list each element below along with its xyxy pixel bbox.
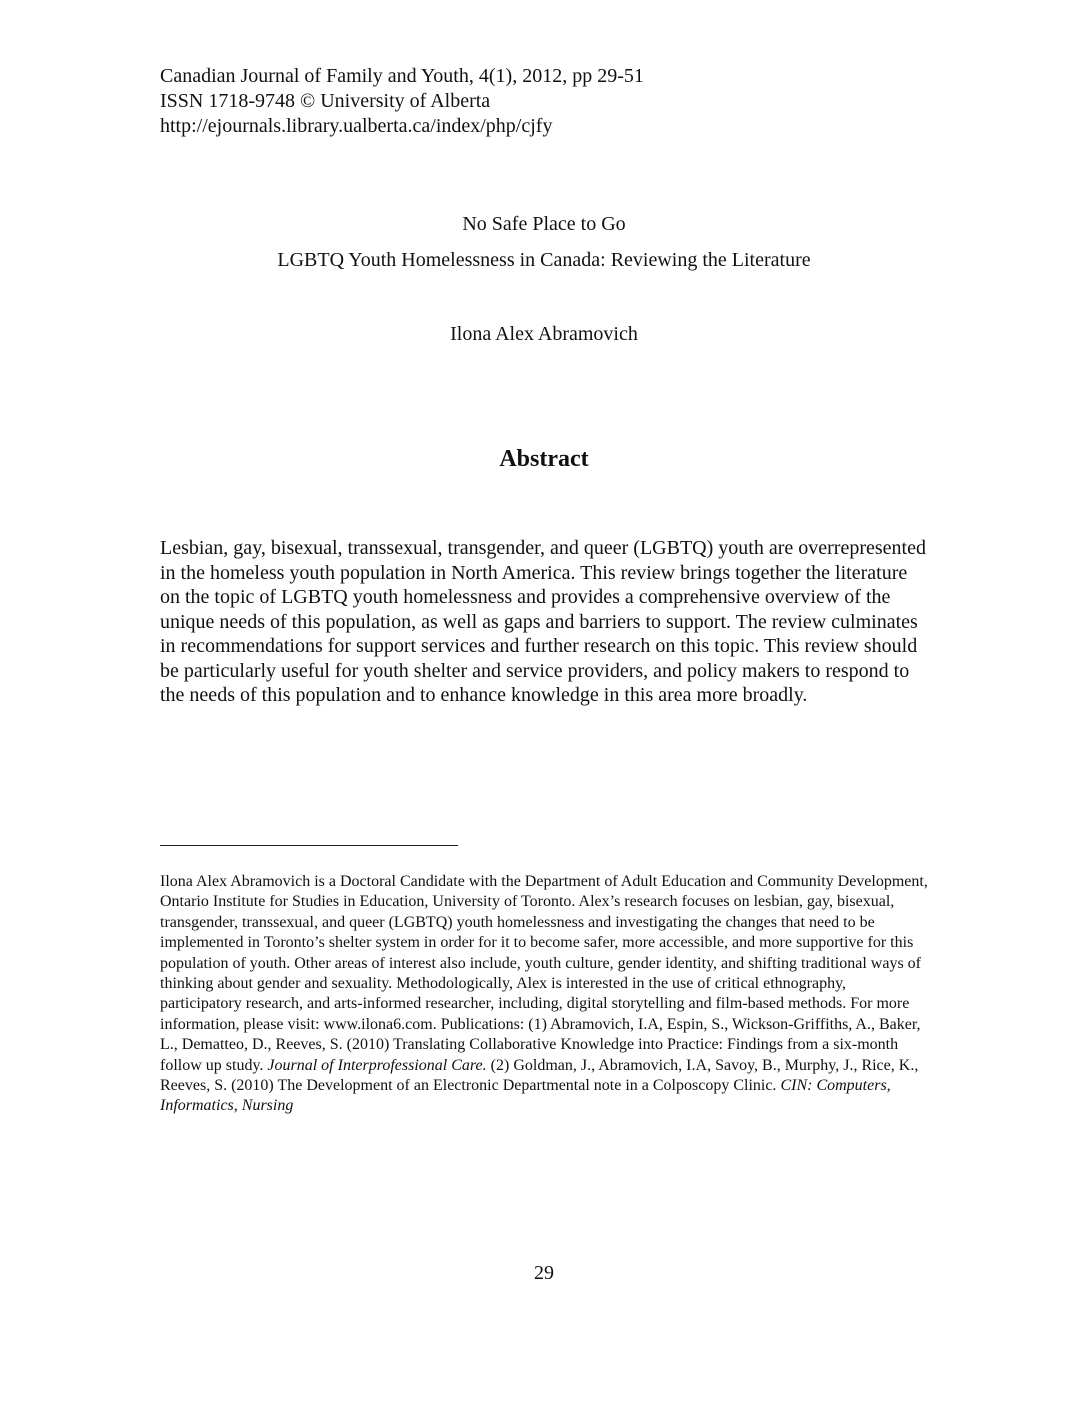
page-number: 29 <box>534 1262 554 1284</box>
abstract-heading: Abstract <box>499 446 589 472</box>
journal-issn: ISSN 1718-9748 © University of Alberta <box>160 90 491 112</box>
journal-header <box>160 64 644 139</box>
author-footnote <box>160 872 928 1117</box>
journal-citation: Canadian Journal of Family and Youth, 4(1), 2012, pp 29-51 <box>160 65 644 87</box>
abstract-text: Lesbian, gay, bisexual, transsexual, transgender, and queer (LGBTQ) youth are overrepresented in the homeless youth population in North America. This review brings together the literature on the topic of LGBTQ youth homelessness and provides a comprehensive overview of the unique needs of this population, as well as gaps and barriers to support. The review culminates in recommendations for support services and further research on this topic. This review should be particularly useful for youth shelter and service providers, and policy makers to respond to the needs of this population and to enhance knowledge in this area more broadly. <box>160 537 926 706</box>
article-title: No Safe Place to Go <box>462 213 626 235</box>
footnote-journal-2: CIN: Computers, Informatics, Nursing <box>160 1077 891 1115</box>
footnote-publication-2: (2) Goldman, J., Abramovich, I.A, Savoy, B., Murphy, J., Rice, K., Reeves, S. (2010) The Development of an Electronic Departmental note in a Colposcopy Clinic. <box>160 1056 919 1095</box>
footnote-divider <box>160 845 458 846</box>
footnote-bio: Ilona Alex Abramovich is a Doctoral Candidate with the Department of Adult Education and Community Development, Ontario Institute for Studies in Education, University of Toronto. Alex’s research focuses on lesbian, gay, bisexual, transgender, transsexual, and queer (LGBTQ) youth homelessness and investigating the changes that need to be implemented in Toronto’s shelter system in order for it to become safer, more accessible, and more supportive for this population of youth. Other areas of interest also include, youth culture, gender identity, and shifting traditional ways of thinking about gender and sexuality. Methodologically, Alex is interested in the use of critical ethnography, participatory research, and arts-informed researcher, including, digital storytelling and film-based methods. For more information, please visit: www.ilona6.com. Publications: (1) Abramovich, I.A, Espin, S., Wickson-Griffiths, A., Baker, L., Dematteo, D., Reeves, S. (2010) Translating Collaborative Knowledge into Practice: Findings from a six-month follow up study. <box>160 873 928 1074</box>
footnote-journal-1: Journal of Interprofessional Care. <box>267 1056 487 1074</box>
journal-url: http://ejournals.library.ualberta.ca/index/php/cjfy <box>160 115 553 137</box>
article-author: Ilona Alex Abramovich <box>450 323 638 345</box>
article-subtitle: LGBTQ Youth Homelessness in Canada: Reviewing the Literature <box>277 249 811 271</box>
